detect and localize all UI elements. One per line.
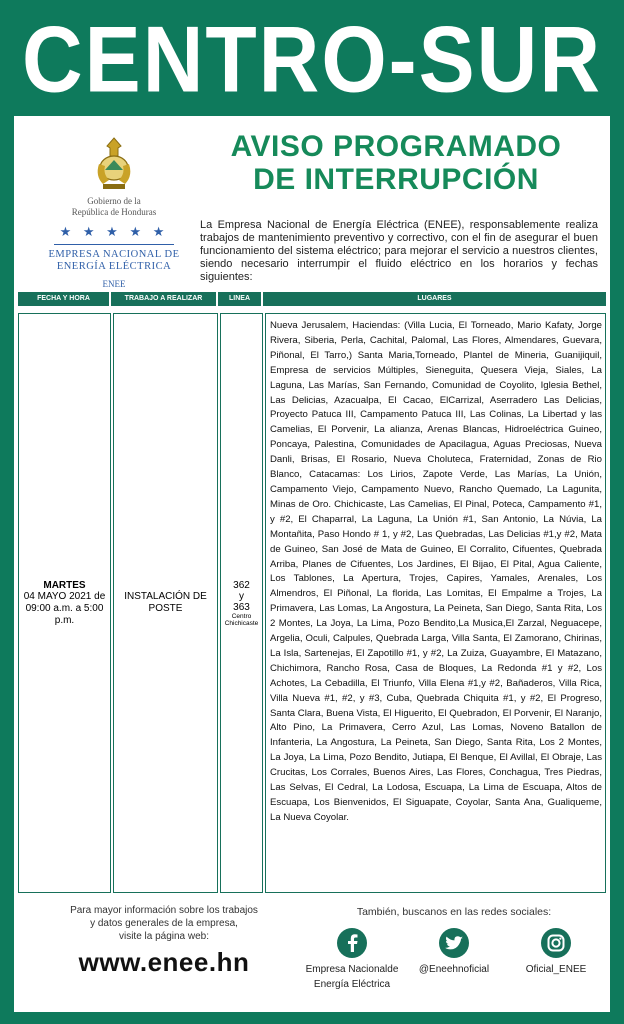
line-number-b: 363 [233, 601, 250, 613]
government-label-line2: República de Honduras [71, 207, 157, 217]
footer-info-line3: visite la página web: [118, 931, 210, 942]
date-line1: 04 MAYO 2021 de [23, 590, 106, 602]
footer-info-line2: y datos generales de la empresa, [90, 918, 238, 929]
enee-name-line2: ENERGÍA ELÉCTRICA [56, 261, 172, 272]
enee-logo-block [44, 134, 184, 289]
website-link[interactable]: www.enee.hn [78, 947, 250, 977]
instagram-link[interactable] [508, 928, 604, 992]
enee-name-line1: EMPRESA NACIONAL DE [48, 249, 180, 260]
date-line3: p.m. [54, 614, 75, 626]
line-number-a: 362 [233, 579, 250, 591]
line-name-2: Chichicaste [224, 619, 259, 627]
line-connector: y [238, 590, 244, 602]
line-cell [220, 313, 263, 893]
twitter-icon [439, 928, 469, 958]
facebook-icon [337, 928, 367, 958]
notice-title-line1: AVISO PROGRAMADO [230, 130, 562, 163]
facebook-label-line2: Energía Eléctrica [313, 979, 391, 990]
instagram-label: Oficial_ENEE [525, 964, 587, 975]
twitter-label: @Eneehnoficial [418, 964, 490, 975]
coat-of-arms-icon [91, 134, 137, 192]
header-work: TRABAJO A REALIZAR [111, 292, 218, 306]
date-day: MARTES [43, 579, 86, 591]
enee-acronym: ENEE [102, 279, 126, 289]
table-header [18, 292, 606, 306]
places-cell: Nueva Jerusalem, Haciendas: (Villa Lucia, El Torneado, Mario Kafaty, Jorge Rivera, Siberia, Perla, Cachital, Palomal, Las Flores, Almendares, Guevara, Piñonal, El Tarro,) Santa Maria,Torneado, Plantel de Mineria, Guanijiquil, Empresa de servicios Múltiples, Sieneguita, Quesera Vieja, Siales, La Laguna, Las Marías, San Fernando, Comunidad de Coyolito, Iglesia Bethel, Las Delicias, Azacualpa, El Cacao, ElCarrizal, Aserradero Las Delicias, Proyecto Patuca III, Campamento Patuca III, Las Colinas, La Libertad y las Camelias, El Porvenir, La alianza, Arenas Blancas, Hidroeléctrica Guineo, Poncaya, Palestina, Comunidades de Apacilagua, Aguas Preciosas, Nueva Danli, Brisas, El Rosario, Nueva Choluteca, Fraternidad, Zonas de Rio Blanco, Catacamas: Los Lirios, Zapote Verde, Las Marías, La Unión, Campamento Viejo, Campamento Nuevo, Rancho Quemado, La Lagunita, Minas de Oro. Chichicaste, Las Camelias, El Pinal, Poteca, Campamento #1, y #2, El Chaparral, La Laguna, La Unión #1, San Antonio, La Núvia, La Montañita, Paso Hondo # 1, y #2, Las Quebradas, Las Delicias #1,y #2, Mata de Guineo, San José de Mata de Guineo, El Corralito, Cifuentes, Quebrada Arriba, Planes de Cifuentes, Los Jardines, El Bijao, El Pital, Agua Caliente, Los Tablones, La Apertura, Trojes, Capires, Yamales, Arenales, Los Almendros, El Piñonal, La florida, Las Lomitas, El Empalme a Trojes, La Primavera, Las Lomas, La Angostura, La Peineta, San Diego, Santa Rita, Los 2 Montes, La Joya, La Lima, Pozo Bendito,La Musica,El Zarzal, Neguacepe, Argelia, Oculi, Calpules, Quebrada Larga, Villa Santa, El Zamorano, Chirinas, La Isla, Sartenejas, El Zapotillo #1, y #2, La Zuiza, Guayambre, El Matazano, Chichimora, Rancho Rosa, Casa de Bloques, La Redonda #1 y #2, Los Achotes, La Cebadilla, El Triunfo, Villa Elena #1,y #2, Bañaderos, Villa Rica, Villa Nueva #1, #2, y #3, Cuba, Quebrada Chiquita #1, y #2, El Progreso, Santa Clara, Buena Vista, El Higuerito, El Quebradon, El Porvenir, El Naranjo, Alto Pino, La Primavera, Cerro Azul, Las Lomas, Noveno Batallon de Infanteria, La Angostura, La Peineta, San Diego, Santa Rita, Los 2 Montes, La Joya, La Lima, Pozo Bendito, Jutiapa, El Benque, El Avillal, El Obraje, Las Crucitas, Los Corrales, Buenos Aires, Las Flores, Conchagua, Tres Piedras, Las Selvas, El Cedral, La Lodosa, Escuapa, La Lima de Escuapa, Altos de Escuapa, Los Bienvenidos, El Siguapate, Coyolar, Santa Ana, Gualiqueme, La Nueva Coyolar. [265, 313, 606, 893]
line-name-1: Centro [231, 612, 252, 620]
work-line1: INSTALACIÓN DE [124, 591, 207, 602]
facebook-link[interactable] [304, 928, 400, 992]
region-banner [0, 0, 624, 118]
social-block [304, 906, 604, 992]
notice-panel [14, 116, 610, 1012]
region-title: CENTRO-SUR [22, 6, 602, 112]
table-row [18, 313, 606, 893]
social-title: También, buscanos en las redes sociales: [356, 906, 552, 918]
stars-decoration: ★ ★ ★ ★ ★ [59, 224, 169, 239]
instagram-icon [541, 928, 571, 958]
work-cell [113, 313, 218, 893]
header-line: LINEA [218, 292, 263, 306]
government-label-line1: Gobierno de la [87, 196, 141, 206]
header-date-time: FECHA Y HORA [18, 292, 111, 306]
logo-divider [54, 244, 174, 245]
header-places: LUGARES [417, 295, 452, 302]
notice-title-line2: DE INTERRUPCIÓN [253, 163, 539, 196]
footer-info-block [44, 904, 284, 978]
twitter-link[interactable] [406, 928, 502, 992]
notice-title [194, 130, 598, 196]
facebook-label-line1: Empresa Nacionalde [305, 964, 399, 975]
footer-info-line1: Para mayor información sobre los trabajos [70, 905, 258, 916]
notice-intro-text: La Empresa Nacional de Energía Eléctrica (ENEE), responsablemente realiza trabajos de mantenimiento preventivo y correctivo, con el fin de asegurar el buen funcionamiento del sistema eléctrico; para mejorar el servicio a nuestros clientes, siendo necesario interrumpir el fluido eléctrico en los horarios y fechas siguientes: [200, 219, 598, 283]
date-line2: 09:00 a.m. a 5:00 [25, 602, 104, 614]
work-line2: POSTE [148, 603, 183, 614]
date-cell [18, 313, 111, 893]
